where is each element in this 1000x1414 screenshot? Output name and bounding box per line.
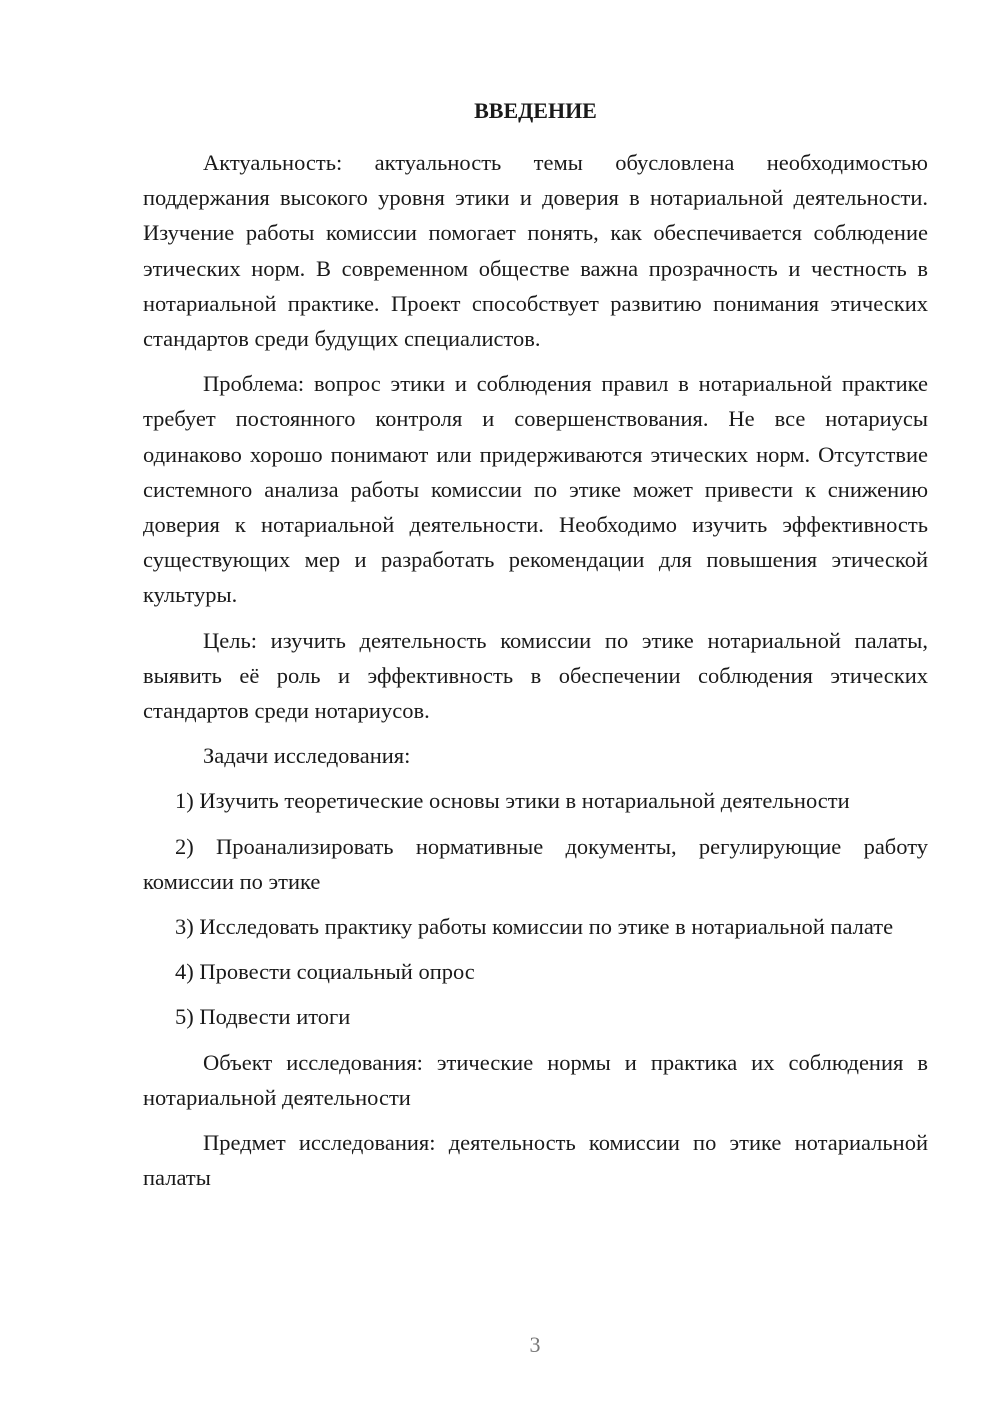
paragraph-relevance: Актуальность: актуальность темы обусловлена необходимостью поддержания высокого уровня этики и доверия в нотариальной деятельности. Изучение работы комиссии помогает понять, как обеспечивается соблюдение этических норм. В современном обществе важна прозрачность и честность в нотариальной практике. Проект способствует развитию понимания этических стандартов среди будущих специалистов. <box>143 150 928 352</box>
task-item-3: 3) Исследовать практику работы комиссии по этике в нотариальной палате <box>175 914 894 940</box>
task-item-5: 5) Подвести итоги <box>175 1004 351 1030</box>
paragraph-object: Объект исследования: этические нормы и практика их соблюдения в нотариальной деятельности <box>143 1049 928 1110</box>
paragraph-problem: Проблема: вопрос этики и соблюдения правил в нотариальной практике требует постоянного контроля и совершенствования. Не все нотариусы одинаково хорошо понимают или придерживаются этических норм. Отсутствие системного анализа работы комиссии по этике может привести к снижению доверия к нотариальной деятельности. Необходимо изучить эффективность существующих мер и разработать рекомендации для повышения этической культуры. <box>143 371 928 608</box>
tasks-heading: Задачи исследования: <box>203 743 411 769</box>
document-page <box>143 92 928 1205</box>
section-heading: ВВЕДЕНИЕ <box>474 98 597 123</box>
task-item-2: 2) Проанализировать нормативные документы, регулирующие работу комиссии по этике <box>143 833 928 894</box>
paragraph-subject: Предмет исследования: деятельность комиссии по этике нотариальной палаты <box>143 1130 928 1191</box>
task-item-4: 4) Провести социальный опрос <box>175 959 475 985</box>
task-item-1: 1) Изучить теоретические основы этики в нотариальной деятельности <box>175 788 850 814</box>
paragraph-goal: Цель: изучить деятельность комиссии по этике нотариальной палаты, выявить её роль и эффективность в обеспечении соблюдения этических стандартов среди нотариусов. <box>143 627 928 724</box>
page-number: 3 <box>529 1332 541 1357</box>
